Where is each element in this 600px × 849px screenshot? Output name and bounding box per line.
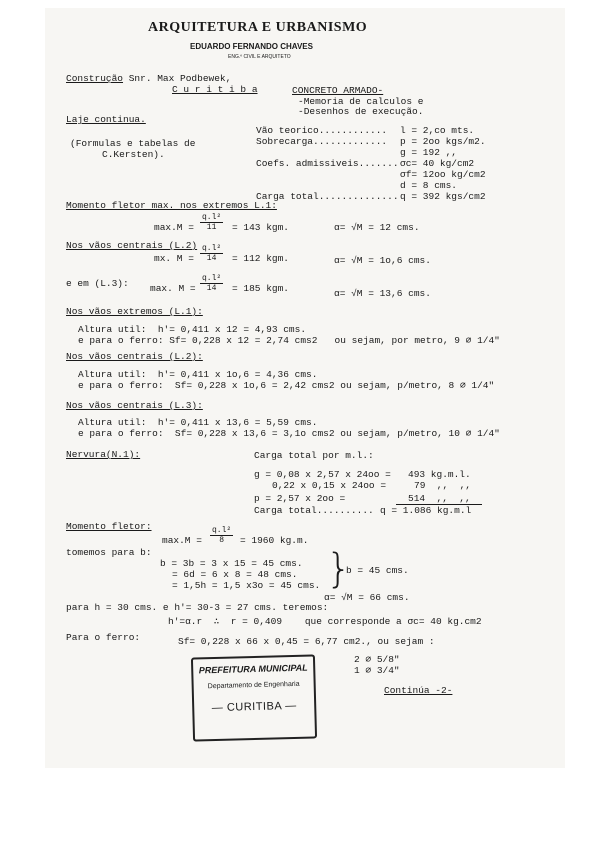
l2-alpha: α= √M = 1o,6 cms. <box>334 255 431 266</box>
l3-alpha: α= √M = 13,6 cms. <box>334 288 431 299</box>
h-line: para h = 30 cms. e h'= 30-3 = 27 cms. teremos: <box>66 602 329 613</box>
section-momento-max-title: Momento fletor max. nos extremos L.1: <box>66 200 277 211</box>
l3-armadura-line2: e para o ferro: Sf= 0,228 x 13,6 = 3,1o cms2 ou sejam, p/metro, 10 ∅ 1/4" <box>78 428 500 439</box>
construction-label: Construção <box>66 73 124 84</box>
param-value: g = 192 ,, <box>400 147 458 158</box>
nervura-g1: g = 0,08 x 2,57 x 24oo = <box>254 469 391 480</box>
momento-fletor-title: Momento fletor: <box>66 521 152 532</box>
l2-fraction <box>200 244 223 263</box>
centrais-title: Nos vãos centrais (L.2): <box>66 351 203 362</box>
l3-denominator: 14 <box>206 284 217 293</box>
construction-owner: Snr. Max Podbewek, <box>128 73 232 84</box>
param-value: σf= 12oo kg/cm2 <box>400 169 486 180</box>
nervura-total: Carga total.......... <box>254 505 374 516</box>
b-line3: = 1,5h = 1,5 x3o = 45 cms. <box>172 580 321 591</box>
nervura-p: p = 2,57 x 2oo = <box>254 493 346 504</box>
letterhead-author: EDUARDO FERNANDO CHAVES <box>190 42 313 51</box>
l3-result: = 185 kgm. <box>232 283 290 294</box>
mf-denominator: 8 <box>219 536 224 545</box>
b-line2: = 6d = 6 x 8 = 48 cms. <box>172 569 298 580</box>
stamp-line1: PREFEITURA MUNICIPAL <box>198 662 308 676</box>
l1-result: = 143 kgm. <box>232 222 290 233</box>
municipal-stamp <box>191 654 317 741</box>
bar-spec-1: 2 ∅ 5/8" <box>354 654 400 665</box>
l3-fraction <box>200 274 223 293</box>
l2-result: = 112 kgm. <box>232 253 290 264</box>
section-laje-title: Laje continua. <box>66 114 146 125</box>
letterhead-title: ARQUITETURA E URBANISMO <box>148 20 368 35</box>
ferro-line: Sf= 0,228 x 66 x 0,45 = 6,77 cm2., ou sejam : <box>178 636 435 647</box>
param-value: σc= 40 kg/cm2 <box>400 158 475 169</box>
mf-alpha: α= √M = 66 cms. <box>324 592 410 603</box>
param-label: Carga total.............. <box>256 191 399 202</box>
centrais-line2: e para o ferro: Sf= 0,228 x 1o,6 = 2,42 cms2 ou sejam, p/metro, 8 ∅ 1/4" <box>78 380 495 391</box>
l3-label: e em (L.3): <box>66 278 129 289</box>
param-value: l = 2,co mts. <box>400 125 475 136</box>
b-result: b = 45 cms. <box>346 565 409 576</box>
document-type-title: CONCRETO ARMADO- <box>292 85 384 96</box>
ferro-label: Para o ferro: <box>66 632 141 643</box>
nervura-g2-value: 79 ,, ,, <box>414 480 472 491</box>
l1-alpha: α= √M = 12 cms. <box>334 222 420 233</box>
param-value: p = 2oo kgs/m2. <box>400 136 486 147</box>
l3-armadura-title: Nos vãos centrais (L.3): <box>66 400 203 411</box>
bar-spec-2: 1 ∅ 3/4" <box>354 665 400 676</box>
laje-note-line2: C.Kersten). <box>102 149 165 160</box>
centrais-line1: Altura util: h'= 0,411 x 1o,6 = 4,36 cms. <box>78 369 318 380</box>
l2-denominator: 14 <box>206 254 217 263</box>
extremos-line1: Altura util: h'= 0,411 x 12 = 4,93 cms. <box>78 324 307 335</box>
stamp-line2: Departamento de Engenharia <box>207 680 300 691</box>
param-value: q = 392 kgs/cm2 <box>400 191 486 202</box>
l1-numerator: q.l² <box>202 213 222 222</box>
mf-numerator: q.l² <box>212 526 232 535</box>
nervura-g1-value: 493 kg.m.l. <box>408 469 471 480</box>
letterhead-subtitle: ENG.º CIVIL E ARQUITETO <box>228 54 291 60</box>
nervura-g2: 0,22 x 0,15 x 24oo = <box>272 480 387 491</box>
section-vaos-centrais-title: Nos vãos centrais (L.2) <box>66 240 198 251</box>
mf-result: = 1960 kg.m. <box>240 535 309 546</box>
l2-formula-prefix: mx. M = <box>154 253 194 264</box>
extremos-title: Nos vãos extremos (L.1): <box>66 306 203 317</box>
l1-fraction <box>200 213 223 232</box>
document-type-line2: -Desenhos de execução. <box>298 106 424 117</box>
param-label: Vão teorico............ <box>256 125 388 136</box>
extremos-line2: e para o ferro: Sf= 0,228 x 12 = 2,74 cms2 ou sejam, por metro, 9 ∅ 1/4" <box>78 335 500 346</box>
param-label: Sobrecarga............. <box>256 136 388 147</box>
tomemos-label: tomemos para b: <box>66 547 152 558</box>
nervura-carga-title: Carga total por m.l.: <box>254 450 374 461</box>
l1-formula-prefix: max.M = <box>154 222 194 233</box>
brace-icon: } <box>326 546 352 592</box>
param-value: d = 8 cms. <box>400 180 458 191</box>
mf-formula-prefix: max.M = <box>162 535 202 546</box>
nervura-title: Nervura(N.1): <box>66 449 141 460</box>
r-line: h'=α.r ∴ r = 0,409 que corresponde a σc= 40 kg.cm2 <box>168 616 482 627</box>
continua-note: Continúa -2- <box>384 685 453 696</box>
l2-numerator: q.l² <box>202 244 222 253</box>
document-type-line1: -Memoria de calculos e <box>298 96 424 107</box>
city: C u r i t i b a <box>172 84 258 95</box>
mf-fraction <box>210 526 233 545</box>
param-label: Coefs. admissiveis....... <box>256 158 399 169</box>
nervura-p-value: 514 ,, ,, <box>408 493 471 504</box>
nervura-total-value: q = 1.086 kg.m.l <box>380 505 472 516</box>
l3-armadura-line1: Altura util: h'= 0,411 x 13,6 = 5,59 cms. <box>78 417 318 428</box>
l3-numerator: q.l² <box>202 274 222 283</box>
laje-note-line1: (Formulas e tabelas de <box>70 138 196 149</box>
l1-denominator: 11 <box>206 223 217 232</box>
construction-line <box>66 73 231 84</box>
stamp-line3: — CURITIBA — <box>211 699 297 715</box>
l3-formula-prefix: max. M = <box>150 283 196 294</box>
b-line1: b = 3b = 3 x 15 = 45 cms. <box>160 558 303 569</box>
